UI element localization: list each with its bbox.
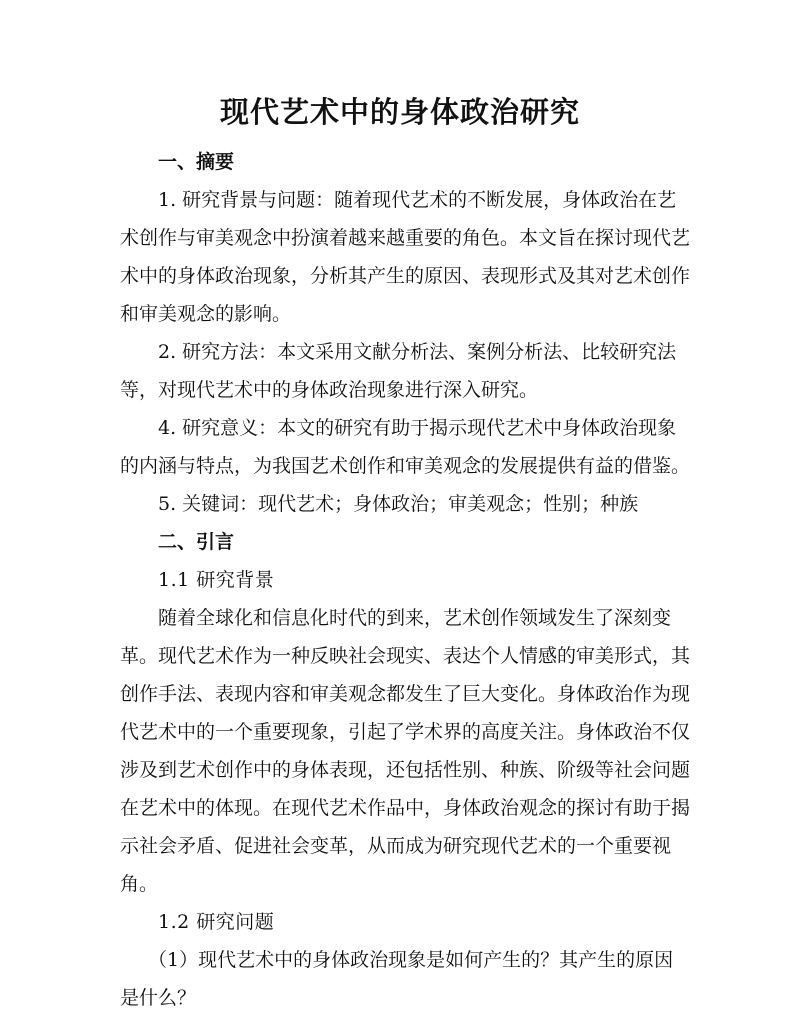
introduction-heading: 二、引言 bbox=[158, 531, 235, 553]
abstract-item-significance: 4. 研究意义：本文的研究有助于揭示现代艺术中身体政治现象的内涵与特点，为我国艺术创作和审美观念的发展提供有益的借鉴。 bbox=[120, 417, 691, 477]
background-heading: 1.1 研究背景 bbox=[158, 569, 275, 591]
question-1: （1）现代艺术中的身体政治现象是如何产生的？其产生的原因是什么？ bbox=[120, 949, 674, 1009]
abstract-heading: 一、摘要 bbox=[158, 151, 235, 173]
document-title: 现代艺术中的身体政治研究 bbox=[219, 95, 580, 129]
questions-heading: 1.2 研究问题 bbox=[158, 911, 275, 933]
abstract-item-methods: 2. 研究方法：本文采用文献分析法、案例分析法、比较研究法等，对现代艺术中的身体政治现象进行深入研究。 bbox=[120, 341, 677, 401]
abstract-item-keywords: 5. 关键词：现代艺术；身体政治；审美观念；性别；种族 bbox=[158, 493, 639, 515]
abstract-item-background: 1. 研究背景与问题：随着现代艺术的不断发展，身体政治在艺术创作与审美观念中扮演着越来越重要的角色。本文旨在探讨现代艺术中的身体政治现象，分析其产生的原因、表现形式及其对艺术创作和审美观念的影响。 bbox=[120, 189, 691, 325]
background-paragraph: 随着全球化和信息化时代的到来，艺术创作领域发生了深刻变革。现代艺术作为一种反映社会现实、表达个人情感的审美形式，其创作手法、表现内容和审美观念都发生了巨大变化。身体政治作为现代艺术中的一个重要现象，引起了学术界的高度关注。身体政治不仅涉及到艺术创作中的身体表现，还包括性别、种族、阶级等社会问题在艺术中的体现。在现代艺术作品中，身体政治观念的探讨有助于揭示社会矛盾、促进社会变革，从而成为研究现代艺术的一个重要视角。 bbox=[120, 607, 691, 895]
document-body bbox=[120, 143, 690, 1017]
